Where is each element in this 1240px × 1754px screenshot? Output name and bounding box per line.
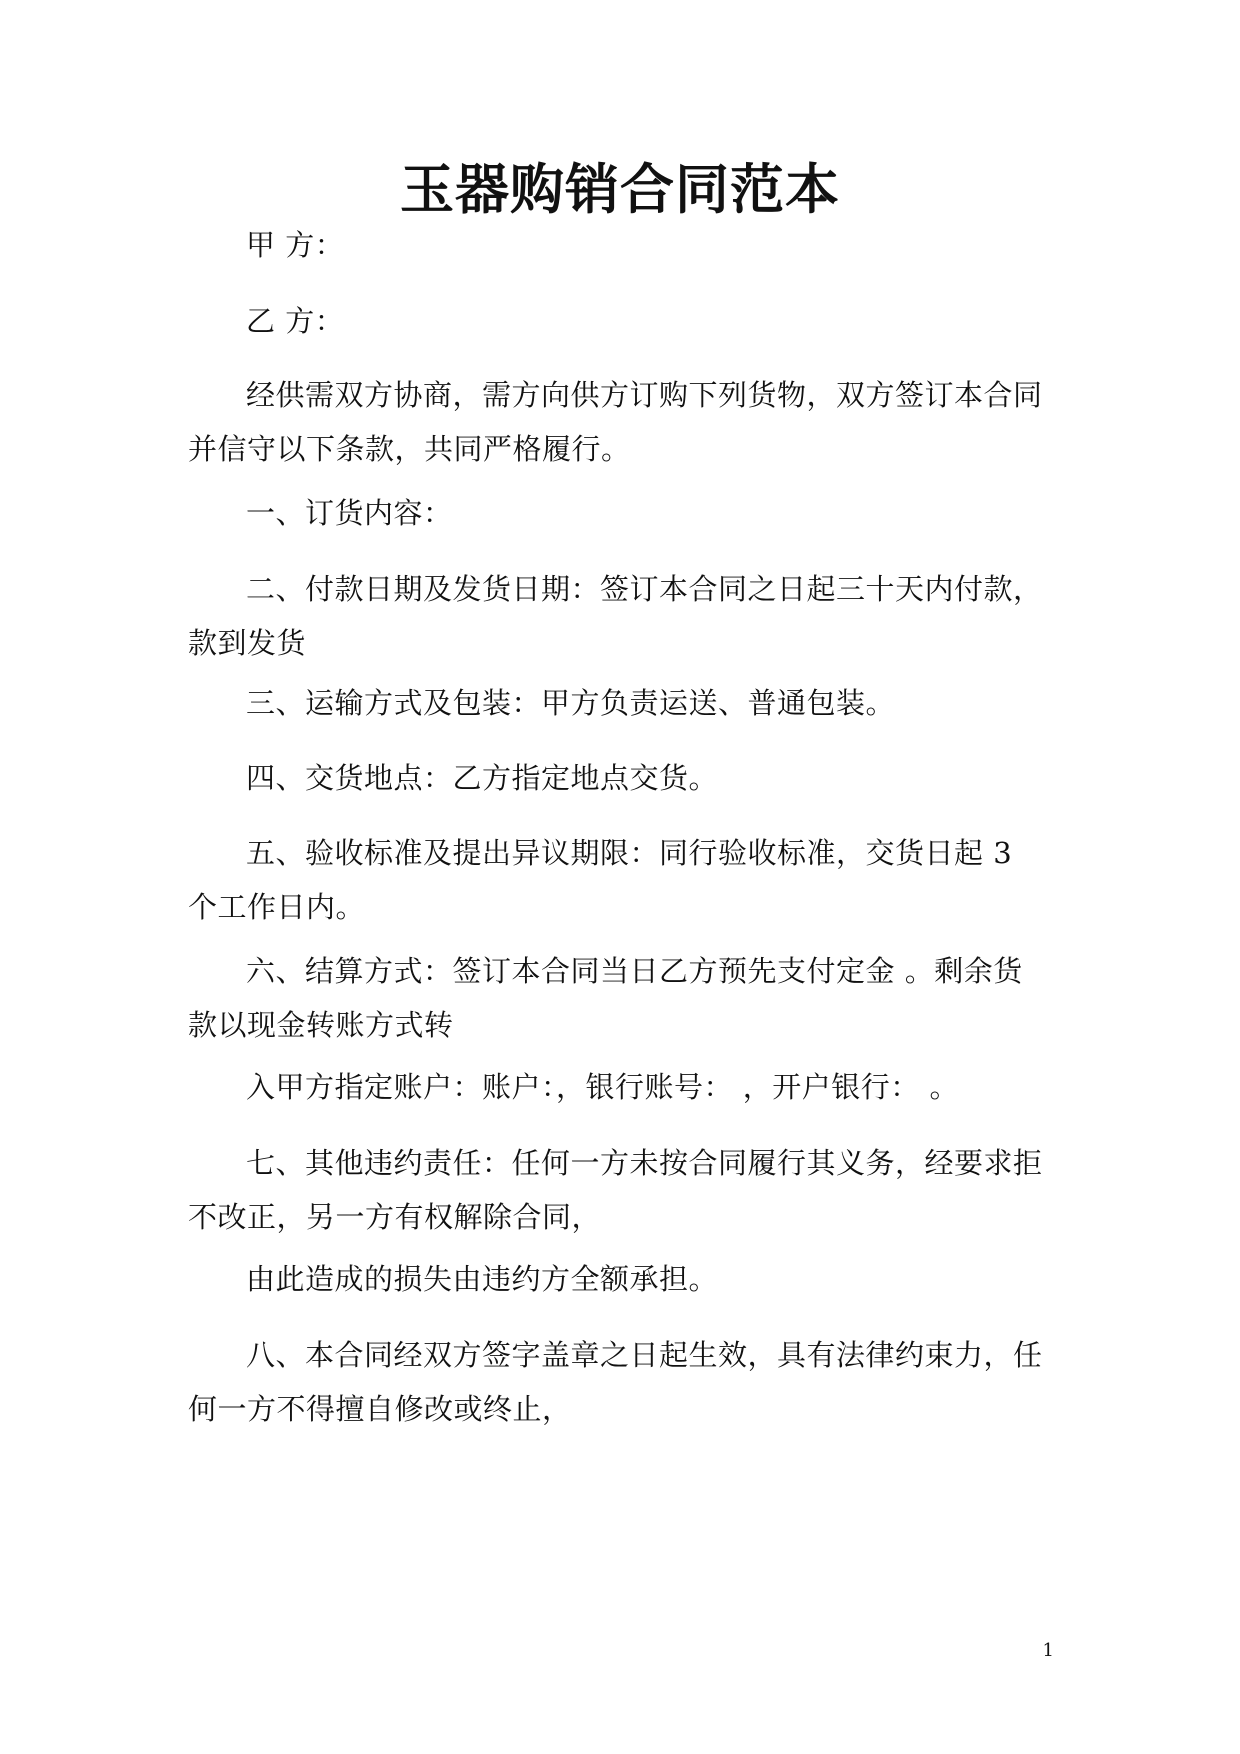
- clause-1: 一、订货内容：: [246, 496, 453, 530]
- clause-6: 六、结算方式：签订本合同当日乙方预先支付定金 。剩余货款以现金转账方式转: [188, 954, 1023, 1042]
- party-a-line: 甲 方：: [246, 228, 345, 262]
- clause-4: 四、交货地点：乙方指定地点交货。: [246, 761, 719, 795]
- clause-3: 三、运输方式及包装：甲方负责运送、普通包装。: [246, 686, 896, 720]
- page-number: 1: [1042, 1640, 1054, 1661]
- party-b-line: 乙 方：: [246, 304, 345, 338]
- clause-7-continued: 由此造成的损失由违约方全额承担。: [246, 1262, 719, 1296]
- clause-7: 七、其他违约责任：任何一方未按合同履行其义务，经要求拒不改正，另一方有权解除合同，: [188, 1146, 1043, 1234]
- clause-2: 二、付款日期及发货日期：签订本合同之日起三十天内付款，款到发货: [188, 572, 1043, 660]
- clause-6-continued: 入甲方指定账户：账户：，银行账号： ，开户银行： 。: [246, 1070, 959, 1104]
- intro-paragraph: 经供需双方协商，需方向供方订购下列货物，双方签订本合同并信守以下条款，共同严格履行。: [188, 378, 1043, 466]
- clause-5: 五、验收标准及提出异议期限：同行验收标准，交货日起 3 个工作日内。: [188, 836, 1013, 924]
- document-title: 玉器购销合同范本: [400, 158, 840, 221]
- clause-8: 八、本合同经双方签字盖章之日起生效，具有法律约束力，任何一方不得擅自修改或终止，: [188, 1338, 1043, 1426]
